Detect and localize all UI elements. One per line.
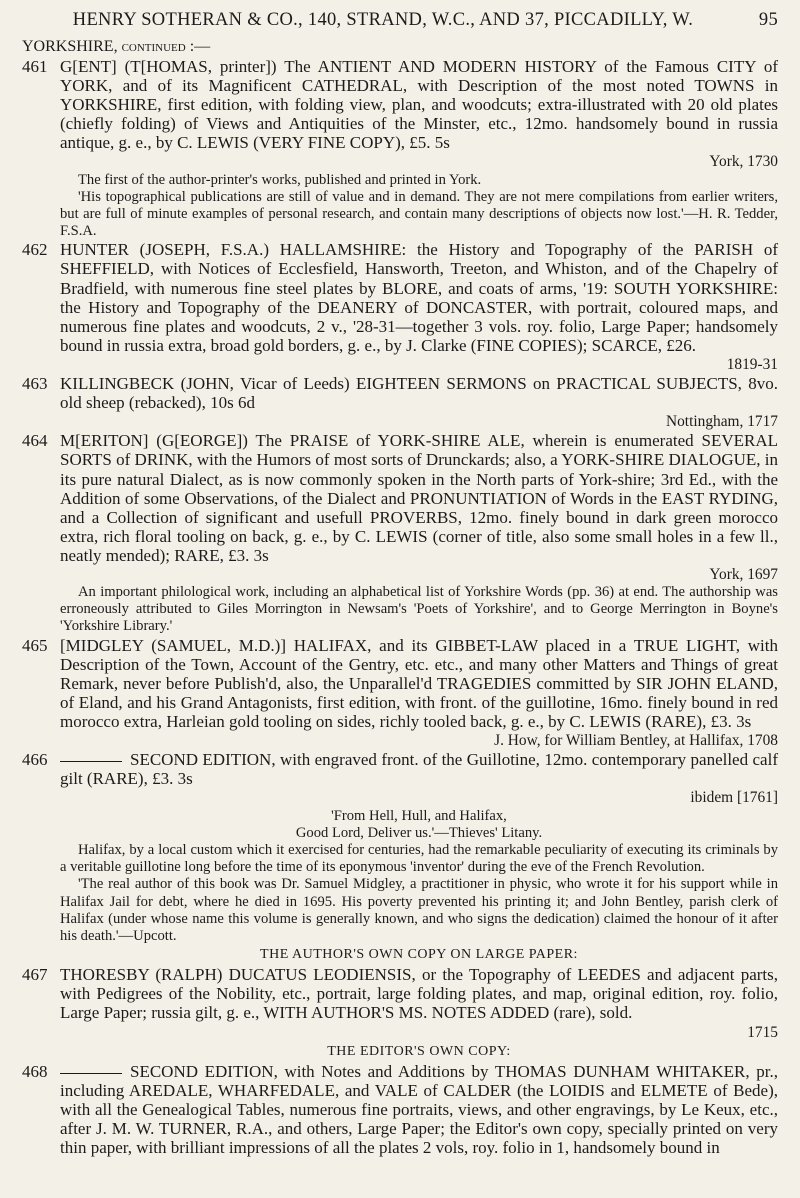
entry-body xyxy=(60,58,778,240)
section-heading: YORKSHIRE, continued :— xyxy=(22,38,211,55)
entry-description: THORESBY (RALPH) DUCATUS LEODIENSIS, or the Topography of LEEDES and adjacent parts, with Pedigrees of the Nobility, etc., portrait, large folding plates, and map, original edition, roy. folio, Large Paper; russia gilt, g. e., WITH AUTHOR'S MS. NOTES ADDED (rare), sold. xyxy=(60,965,778,1023)
entry-description: KILLINGBECK (JOHN, Vicar of Leeds) EIGHTEEN SERMONS on PRACTICAL SUBJECTS, 8vo. old sheep (rebacked), 10s 6d xyxy=(60,374,778,413)
imprint: York, 1730 xyxy=(709,153,778,171)
entry-description: SECOND EDITION, with Notes and Additions by THOMAS DUNHAM WHITAKER, pr., including AREDALE, WHARFEDALE, and VALE of CALDER (the LOIDIS and ELMETE of Bede), with all the Genealogical Tables, numerous fine portraits, views, and other engravings, by Le Keux, etc., after J. M. W. TURNER, R.A., and others, Large Paper; the Editor's own copy, specially printed on very thin paper, with brilliant impressions of all the plates 2 vols, roy. folio in 1, handsomely bound in xyxy=(60,1061,778,1158)
imprint: ibidem [1761] xyxy=(690,789,778,807)
entry-description: SECOND EDITION, with engraved front. of the Guillotine, 12mo. contemporary panelled calf gilt (RARE), £3. 3s xyxy=(60,750,778,789)
entry-note: 'The real author of this book was Dr. Samuel Midgley, a practitioner in physic, who wrote it for his support while in Halifax Jail for debt, where he died in 1695. His poverty prevented his printing it; and John Bentley, parish clerk of Halifax (under whose name this volume is generally known, and who signs the dedication) claimed the honour of it after his death.'—Upcott. xyxy=(60,876,778,944)
catalogue-entry xyxy=(22,58,778,240)
catalogue-entry xyxy=(22,241,778,374)
lot-number: 465 xyxy=(22,635,48,655)
catalogue-entry xyxy=(22,375,778,431)
entry-body xyxy=(60,751,778,965)
lot-number: 461 xyxy=(22,57,48,76)
entry-body xyxy=(60,432,778,635)
entry-note: The first of the author-printer's works, published and printed in York. xyxy=(78,171,482,188)
entry-description: [MIDGLEY (SAMUEL, M.D.)] HALIFAX, and its GIBBET-LAW placed in a TRUE LIGHT, with Description of the Town, Account of the Gentry, etc. etc., and many other Matters and Things of great Remark, never before Publish'd, also, the Unparallel'd TRAGEDIES committed by SIR JOHN ELAND, of Eland, and his Grand Antagonists, first edition, with front. of the guillotine, 16mo. finely bound in red morocco extra, Harleian gold tooling on sides, richly tooled back, g. e., by C. LEWIS (RARE), £3. 3s xyxy=(60,635,778,732)
copy-heading: THE EDITOR'S OWN COPY: xyxy=(327,1043,511,1059)
ditto-dash xyxy=(60,761,122,762)
verse-line: 'From Hell, Hull, and Halifax, xyxy=(331,807,507,824)
catalogue-entry xyxy=(22,751,778,965)
entry-description: G[ENT] (T[HOMAS, printer]) The ANTIENT AND MODERN HISTORY of the Famous CITY of YORK, and of its Magnificent CATHEDRAL, with Description of the most noted TOWNS in YORKSHIRE, first edition, with folding view, plan, and woodcuts; extra-illustrated with 20 old plates (chiefly folding) of Views and Antiquities of the Minster, etc., 12mo. handsomely bound in russia antique, g. e., by C. LEWIS (VERY FINE COPY), £5. 5s xyxy=(60,57,778,153)
lot-number: 467 xyxy=(22,965,48,985)
imprint: Nottingham, 1717 xyxy=(665,413,778,431)
entry-note: Halifax, by a local custom which it exercised for centuries, had the remarkable peculiarity of executing its criminals by a veritable guillotine long before the time of its eponymous 'inventor' during the eve of the French Revolution. xyxy=(60,841,778,876)
lot-number: 462 xyxy=(22,240,48,260)
catalogue-entry xyxy=(22,432,778,635)
ditto-dash xyxy=(60,1073,122,1074)
catalogue-entry xyxy=(22,1063,778,1158)
entry-body xyxy=(60,637,778,751)
lot-number: 466 xyxy=(22,750,48,770)
entry-body xyxy=(60,241,778,374)
running-head xyxy=(22,10,778,36)
catalogue-entry xyxy=(22,966,778,1061)
catalogue-entry xyxy=(22,637,778,751)
entry-description: HUNTER (JOSEPH, F.S.A.) HALLAMSHIRE: the History and Topography of the PARISH of SHEFFIELD, with Notices of Ecclesfield, Hansworth, Treeton, and Whiston, and of the Chapelry of Bradfield, with numerous fine steel plates by BLORE, and coats of arms, '19: SOUTH YORKSHIRE: the History and Topography of the DEANERY of DONCASTER, with portrait, coloured maps, and numerous fine plates and woodcuts, 2 v., '28-31—together 3 vols. roy. folio, Large Paper; handsomely bound in russia extra, broad gold borders, g. e., by J. Clarke (FINE COPIES); SCARCE, £26. xyxy=(60,240,778,355)
verse-line: Good Lord, Deliver us.'—Thieves' Litany. xyxy=(295,824,543,841)
imprint: York, 1697 xyxy=(709,565,778,583)
lot-number: 464 xyxy=(22,431,48,451)
lot-number: 463 xyxy=(22,374,48,394)
entry-note: 'His topographical publications are still of value and in demand. They are not mere compilations from earlier writers, but are full of minute examples of personal research, and contain many descriptions of objects now lost.'—H. R. Tedder, F.S.A. xyxy=(60,188,778,240)
page-number: 95 xyxy=(758,10,778,30)
imprint: 1715 xyxy=(747,1023,778,1041)
entry-note: An important philological work, including an alphabetical list of Yorkshire Words (pp. 36) at end. The authorship was erroneously attributed to Giles Morrington in Newsam's 'Poets of Yorkshire', and to George Merrington in Boyne's 'Yorkshire Library.' xyxy=(60,584,778,635)
entry-body xyxy=(60,1063,778,1158)
running-head-title: HENRY SOTHERAN & CO., 140, STRAND, W.C., AND 37, PICCADILLY, W. xyxy=(72,10,694,30)
entry-description: M[ERITON] (G[EORGE]) The PRAISE of YORK-SHIRE ALE, wherein is enumerated SEVERAL SORTS of DRINK, with the Humors of most sorts of Drunckards; also, a YORK-SHIRE DIALOGUE, in its pure natural Dialect, as is now commonly spoken in the North parts of York-shire; 3rd Ed., with the Addition of some Observations, of the Dialect and PRONUNTIATION of Words in the EAST RYDING, and a Collection of significant and usefull PROVERBS, 12mo. finely bound in dark green morocco extra, rich floral tooling on back, g. e., by C. LEWIS (corner of title, also some small holes in a few ll., neatly mended); RARE, £3. 3s xyxy=(60,431,778,565)
entry-body xyxy=(60,966,778,1061)
copy-heading: THE AUTHOR'S OWN COPY ON LARGE PAPER: xyxy=(260,947,578,963)
imprint: J. How, for William Bentley, at Hallifax, 1708 xyxy=(494,732,778,750)
lot-number: 468 xyxy=(22,1061,48,1081)
imprint: 1819-31 xyxy=(726,355,778,373)
entry-body xyxy=(60,375,778,431)
